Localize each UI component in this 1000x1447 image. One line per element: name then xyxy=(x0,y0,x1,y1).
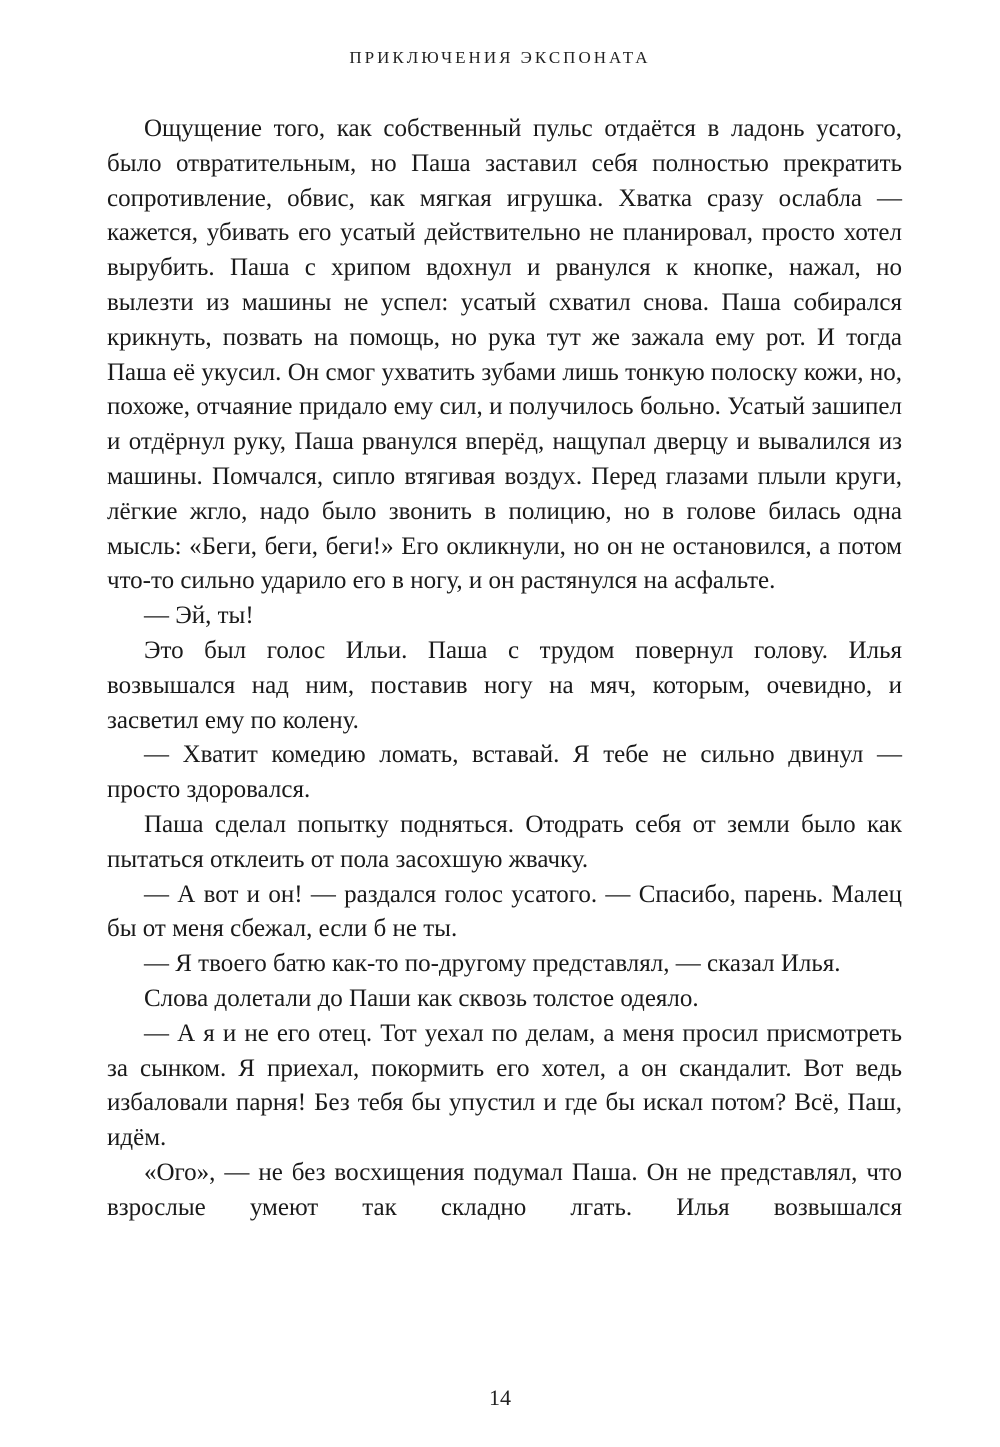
page-number: 14 xyxy=(489,1385,511,1410)
paragraph-4: — Хватит комедию ломать, вставай. Я тебе не сильно двинул — просто здоровался. xyxy=(107,741,902,804)
paragraph-3: Это был голос Ильи. Паша с трудом повернул голову. Илья возвышался над ним, поставив ногу на мяч, которым, очевидно, и засветил ему по колену. xyxy=(107,636,902,734)
paragraph-1: Ощущение того, как собственный пульс отдаётся в ладонь усатого, было отвратительным, но Паша заставил себя полностью прекратить сопротивление, обвис, как мягкая игрушка. Хватка сразу ослабла — кажется, убивать его усатый действительно не планировал, просто хотел вырубить. Паша с хрипом вдохнул и рванулся к кнопке, нажал, но вылезти из машины не успел: усатый схватил снова. Паша собирался крикнуть, позвать на помощь, но рука тут же зажала ему рот. И тогда Паша её укусил. Он смог ухватить зубами лишь тонкую полоску кожи, но, похоже, отчаяние придало ему сил, и получилось больно. Усатый зашипел и отдёрнул руку, Паша рванулся вперёд, нащупал дверцу и вывалился из машины. Помчался, сипло втягивая воздух. Перед глазами плыли круги, лёгкие жгло, надо было звонить в полицию, но в голове билась одна мысль: «Беги, беги, беги!» Его окликнули, но он не остановился, а потом что-то сильно ударило его в ногу, и он растянулся на асфальте. xyxy=(107,115,902,595)
body-text xyxy=(107,112,902,1226)
paragraph-5: Паша сделал попытку подняться. Отодрать себя от земли было как пытаться отклеить от пола засохшую жвачку. xyxy=(107,810,902,873)
paragraph-10: «Ого», — не без восхищения подумал Паша. Он не представлял, что взрослые умеют так складно лгать. Илья возвышался xyxy=(107,1158,902,1221)
paragraph-6: — А вот и он! — раздался голос усатого. — Спасибо, парень. Малец бы от меня сбежал, если б не ты. xyxy=(107,880,902,943)
paragraph-8: Слова долетали до Паши как сквозь толстое одеяло. xyxy=(144,984,699,1012)
paragraph-9: — А я и не его отец. Тот уехал по делам, а меня просил присмотреть за сынком. Я приехал, покормить его хотел, а он скандалит. Вот ведь избаловали парня! Без тебя бы упустил и где бы искал потом? Всё, Паш, идём. xyxy=(107,1019,902,1152)
paragraph-2: — Эй, ты! xyxy=(144,602,254,630)
running-head: ПРИКЛЮЧЕНИЯ ЭКСПОНАТА xyxy=(349,48,651,67)
paragraph-7: — Я твоего батю как-то по-другому представлял, — сказал Илья. xyxy=(144,950,841,978)
